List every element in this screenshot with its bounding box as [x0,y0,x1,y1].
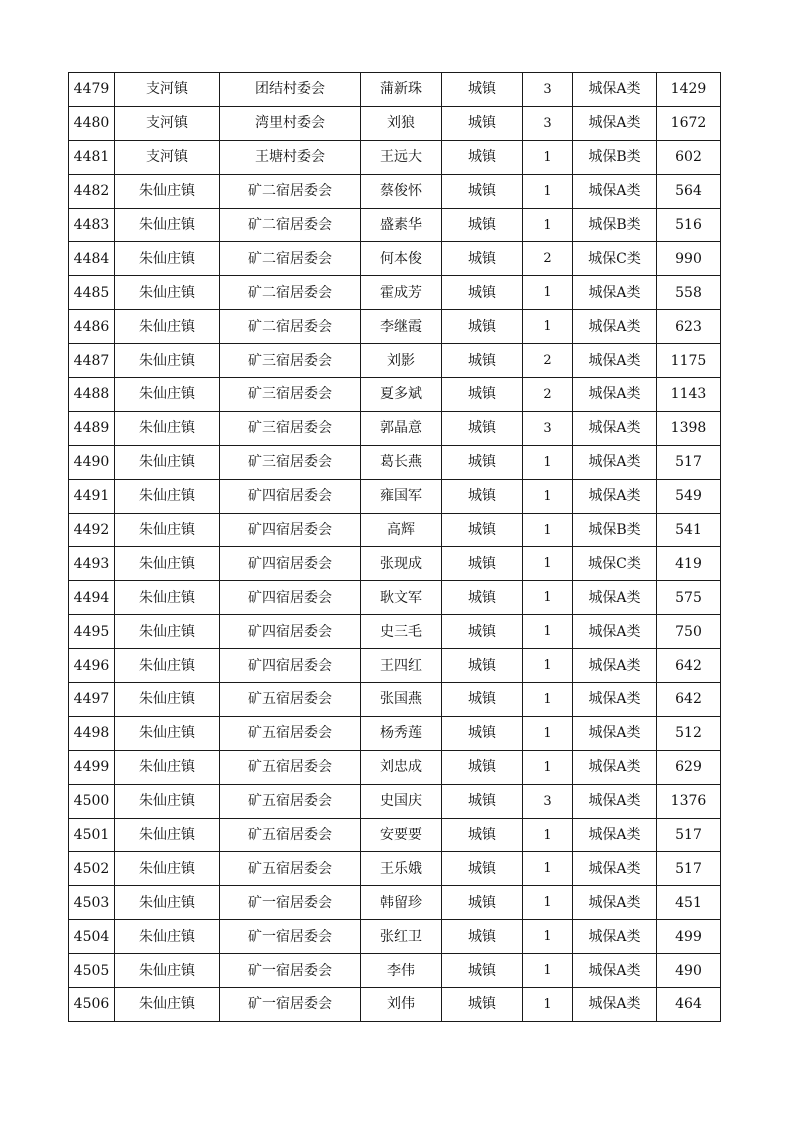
table-row [69,208,721,242]
insurance-category-cell: 城保A类 [573,378,657,412]
town-cell: 朱仙庄镇 [115,852,220,886]
amount-cell: 512 [657,716,721,750]
serial-number-cell: 4506 [69,988,115,1022]
household-type-cell: 城镇 [442,242,523,276]
insurance-category-cell: 城保B类 [573,208,657,242]
person-name-cell: 张红卫 [361,920,442,954]
amount-cell: 750 [657,615,721,649]
household-type-cell: 城镇 [442,784,523,818]
committee-cell: 矿五宿居委会 [220,716,361,750]
member-count-cell: 2 [523,242,573,276]
committee-cell: 矿一宿居委会 [220,954,361,988]
person-name-cell: 王乐娥 [361,852,442,886]
table-row [69,988,721,1022]
amount-cell: 602 [657,140,721,174]
household-type-cell: 城镇 [442,208,523,242]
household-type-cell: 城镇 [442,513,523,547]
amount-cell: 451 [657,886,721,920]
household-type-cell: 城镇 [442,547,523,581]
town-cell: 朱仙庄镇 [115,920,220,954]
household-type-cell: 城镇 [442,378,523,412]
amount-cell: 1398 [657,411,721,445]
town-cell: 朱仙庄镇 [115,310,220,344]
household-type-cell: 城镇 [442,73,523,107]
insurance-category-cell: 城保A类 [573,886,657,920]
town-cell: 朱仙庄镇 [115,886,220,920]
person-name-cell: 耿文军 [361,581,442,615]
town-cell: 支河镇 [115,73,220,107]
amount-cell: 464 [657,988,721,1022]
town-cell: 朱仙庄镇 [115,784,220,818]
member-count-cell: 2 [523,378,573,412]
committee-cell: 矿三宿居委会 [220,378,361,412]
serial-number-cell: 4482 [69,174,115,208]
household-type-cell: 城镇 [442,411,523,445]
roster-body [69,73,721,1022]
serial-number-cell: 4500 [69,784,115,818]
member-count-cell: 1 [523,208,573,242]
town-cell: 朱仙庄镇 [115,615,220,649]
insurance-category-cell: 城保A类 [573,920,657,954]
insurance-category-cell: 城保C类 [573,547,657,581]
town-cell: 朱仙庄镇 [115,174,220,208]
insurance-category-cell: 城保B类 [573,513,657,547]
member-count-cell: 3 [523,784,573,818]
person-name-cell: 郭晶意 [361,411,442,445]
amount-cell: 1672 [657,106,721,140]
table-row [69,174,721,208]
insurance-category-cell: 城保A类 [573,581,657,615]
insurance-category-cell: 城保A类 [573,988,657,1022]
table-row [69,140,721,174]
table-row [69,852,721,886]
insurance-category-cell: 城保A类 [573,344,657,378]
committee-cell: 矿五宿居委会 [220,818,361,852]
household-type-cell: 城镇 [442,852,523,886]
person-name-cell: 雍国军 [361,479,442,513]
table-row [69,886,721,920]
committee-cell: 矿二宿居委会 [220,242,361,276]
household-type-cell: 城镇 [442,479,523,513]
serial-number-cell: 4480 [69,106,115,140]
person-name-cell: 刘伟 [361,988,442,1022]
serial-number-cell: 4481 [69,140,115,174]
town-cell: 朱仙庄镇 [115,954,220,988]
serial-number-cell: 4490 [69,445,115,479]
amount-cell: 1175 [657,344,721,378]
member-count-cell: 1 [523,547,573,581]
table-row [69,581,721,615]
town-cell: 朱仙庄镇 [115,716,220,750]
amount-cell: 516 [657,208,721,242]
person-name-cell: 李继霞 [361,310,442,344]
committee-cell: 矿二宿居委会 [220,208,361,242]
table-row [69,378,721,412]
town-cell: 朱仙庄镇 [115,411,220,445]
person-name-cell: 高辉 [361,513,442,547]
member-count-cell: 1 [523,276,573,310]
household-type-cell: 城镇 [442,174,523,208]
table-row [69,513,721,547]
member-count-cell: 1 [523,716,573,750]
amount-cell: 642 [657,649,721,683]
table-row [69,310,721,344]
serial-number-cell: 4491 [69,479,115,513]
insurance-category-cell: 城保A类 [573,852,657,886]
person-name-cell: 夏多斌 [361,378,442,412]
amount-cell: 419 [657,547,721,581]
town-cell: 朱仙庄镇 [115,581,220,615]
serial-number-cell: 4497 [69,683,115,717]
household-type-cell: 城镇 [442,750,523,784]
committee-cell: 矿五宿居委会 [220,750,361,784]
table-row [69,479,721,513]
amount-cell: 541 [657,513,721,547]
table-row [69,683,721,717]
committee-cell: 矿三宿居委会 [220,445,361,479]
member-count-cell: 1 [523,852,573,886]
insurance-category-cell: 城保A类 [573,73,657,107]
household-type-cell: 城镇 [442,716,523,750]
serial-number-cell: 4493 [69,547,115,581]
committee-cell: 矿四宿居委会 [220,649,361,683]
amount-cell: 623 [657,310,721,344]
serial-number-cell: 4483 [69,208,115,242]
table-row [69,750,721,784]
household-type-cell: 城镇 [442,310,523,344]
household-type-cell: 城镇 [442,344,523,378]
table-row [69,920,721,954]
person-name-cell: 蔡俊怀 [361,174,442,208]
household-type-cell: 城镇 [442,818,523,852]
amount-cell: 1376 [657,784,721,818]
committee-cell: 矿三宿居委会 [220,411,361,445]
member-count-cell: 1 [523,954,573,988]
person-name-cell: 李伟 [361,954,442,988]
insurance-category-cell: 城保A类 [573,750,657,784]
household-type-cell: 城镇 [442,988,523,1022]
town-cell: 朱仙庄镇 [115,513,220,547]
committee-cell: 矿一宿居委会 [220,920,361,954]
member-count-cell: 1 [523,649,573,683]
household-type-cell: 城镇 [442,683,523,717]
table-row [69,716,721,750]
serial-number-cell: 4504 [69,920,115,954]
person-name-cell: 张现成 [361,547,442,581]
town-cell: 朱仙庄镇 [115,378,220,412]
person-name-cell: 王远大 [361,140,442,174]
town-cell: 朱仙庄镇 [115,208,220,242]
committee-cell: 矿四宿居委会 [220,479,361,513]
subsidy-roster-table [68,72,721,1022]
amount-cell: 990 [657,242,721,276]
amount-cell: 1429 [657,73,721,107]
town-cell: 朱仙庄镇 [115,479,220,513]
town-cell: 朱仙庄镇 [115,649,220,683]
member-count-cell: 3 [523,73,573,107]
serial-number-cell: 4499 [69,750,115,784]
amount-cell: 517 [657,818,721,852]
insurance-category-cell: 城保C类 [573,242,657,276]
member-count-cell: 1 [523,445,573,479]
insurance-category-cell: 城保A类 [573,615,657,649]
committee-cell: 矿四宿居委会 [220,547,361,581]
person-name-cell: 何本俊 [361,242,442,276]
serial-number-cell: 4479 [69,73,115,107]
committee-cell: 王塘村委会 [220,140,361,174]
serial-number-cell: 4485 [69,276,115,310]
insurance-category-cell: 城保A类 [573,310,657,344]
serial-number-cell: 4501 [69,818,115,852]
member-count-cell: 3 [523,411,573,445]
committee-cell: 矿四宿居委会 [220,615,361,649]
committee-cell: 团结村委会 [220,73,361,107]
member-count-cell: 1 [523,174,573,208]
town-cell: 朱仙庄镇 [115,683,220,717]
household-type-cell: 城镇 [442,649,523,683]
town-cell: 朱仙庄镇 [115,818,220,852]
person-name-cell: 安要要 [361,818,442,852]
household-type-cell: 城镇 [442,886,523,920]
serial-number-cell: 4484 [69,242,115,276]
person-name-cell: 刘忠成 [361,750,442,784]
table-row [69,73,721,107]
insurance-category-cell: 城保A类 [573,276,657,310]
household-type-cell: 城镇 [442,140,523,174]
person-name-cell: 韩留珍 [361,886,442,920]
person-name-cell: 蒲新珠 [361,73,442,107]
serial-number-cell: 4494 [69,581,115,615]
insurance-category-cell: 城保A类 [573,818,657,852]
amount-cell: 490 [657,954,721,988]
person-name-cell: 杨秀莲 [361,716,442,750]
household-type-cell: 城镇 [442,445,523,479]
committee-cell: 矿四宿居委会 [220,581,361,615]
person-name-cell: 盛素华 [361,208,442,242]
person-name-cell: 史国庆 [361,784,442,818]
household-type-cell: 城镇 [442,581,523,615]
member-count-cell: 1 [523,886,573,920]
table-row [69,547,721,581]
amount-cell: 564 [657,174,721,208]
table-row [69,276,721,310]
insurance-category-cell: 城保A类 [573,174,657,208]
person-name-cell: 张国燕 [361,683,442,717]
town-cell: 朱仙庄镇 [115,547,220,581]
amount-cell: 1143 [657,378,721,412]
table-row [69,242,721,276]
insurance-category-cell: 城保A类 [573,106,657,140]
serial-number-cell: 4486 [69,310,115,344]
committee-cell: 矿四宿居委会 [220,513,361,547]
table-row [69,954,721,988]
member-count-cell: 1 [523,750,573,784]
insurance-category-cell: 城保A类 [573,411,657,445]
town-cell: 朱仙庄镇 [115,445,220,479]
household-type-cell: 城镇 [442,276,523,310]
member-count-cell: 1 [523,479,573,513]
committee-cell: 矿五宿居委会 [220,784,361,818]
table-row [69,445,721,479]
committee-cell: 矿五宿居委会 [220,683,361,717]
serial-number-cell: 4489 [69,411,115,445]
committee-cell: 矿五宿居委会 [220,852,361,886]
table-row [69,615,721,649]
table-row [69,649,721,683]
member-count-cell: 1 [523,310,573,344]
household-type-cell: 城镇 [442,920,523,954]
town-cell: 朱仙庄镇 [115,988,220,1022]
serial-number-cell: 4488 [69,378,115,412]
member-count-cell: 1 [523,140,573,174]
insurance-category-cell: 城保A类 [573,683,657,717]
table-row [69,784,721,818]
amount-cell: 575 [657,581,721,615]
member-count-cell: 1 [523,513,573,547]
town-cell: 支河镇 [115,106,220,140]
committee-cell: 矿二宿居委会 [220,276,361,310]
committee-cell: 矿二宿居委会 [220,310,361,344]
amount-cell: 642 [657,683,721,717]
committee-cell: 矿二宿居委会 [220,174,361,208]
serial-number-cell: 4502 [69,852,115,886]
member-count-cell: 2 [523,344,573,378]
insurance-category-cell: 城保A类 [573,716,657,750]
amount-cell: 499 [657,920,721,954]
household-type-cell: 城镇 [442,106,523,140]
person-name-cell: 葛长燕 [361,445,442,479]
person-name-cell: 王四红 [361,649,442,683]
insurance-category-cell: 城保A类 [573,479,657,513]
town-cell: 朱仙庄镇 [115,276,220,310]
amount-cell: 558 [657,276,721,310]
insurance-category-cell: 城保A类 [573,954,657,988]
person-name-cell: 刘狼 [361,106,442,140]
insurance-category-cell: 城保A类 [573,649,657,683]
committee-cell: 湾里村委会 [220,106,361,140]
insurance-category-cell: 城保A类 [573,445,657,479]
serial-number-cell: 4498 [69,716,115,750]
household-type-cell: 城镇 [442,954,523,988]
serial-number-cell: 4503 [69,886,115,920]
serial-number-cell: 4496 [69,649,115,683]
committee-cell: 矿一宿居委会 [220,886,361,920]
person-name-cell: 史三毛 [361,615,442,649]
town-cell: 朱仙庄镇 [115,750,220,784]
serial-number-cell: 4492 [69,513,115,547]
town-cell: 支河镇 [115,140,220,174]
amount-cell: 517 [657,852,721,886]
household-type-cell: 城镇 [442,615,523,649]
town-cell: 朱仙庄镇 [115,344,220,378]
table-row [69,344,721,378]
town-cell: 朱仙庄镇 [115,242,220,276]
committee-cell: 矿一宿居委会 [220,988,361,1022]
serial-number-cell: 4495 [69,615,115,649]
insurance-category-cell: 城保B类 [573,140,657,174]
amount-cell: 549 [657,479,721,513]
serial-number-cell: 4505 [69,954,115,988]
table-row [69,106,721,140]
table-row [69,411,721,445]
member-count-cell: 1 [523,988,573,1022]
member-count-cell: 3 [523,106,573,140]
member-count-cell: 1 [523,920,573,954]
member-count-cell: 1 [523,615,573,649]
person-name-cell: 刘影 [361,344,442,378]
person-name-cell: 霍成芳 [361,276,442,310]
member-count-cell: 1 [523,581,573,615]
committee-cell: 矿三宿居委会 [220,344,361,378]
amount-cell: 517 [657,445,721,479]
table-row [69,818,721,852]
amount-cell: 629 [657,750,721,784]
member-count-cell: 1 [523,683,573,717]
serial-number-cell: 4487 [69,344,115,378]
member-count-cell: 1 [523,818,573,852]
insurance-category-cell: 城保A类 [573,784,657,818]
